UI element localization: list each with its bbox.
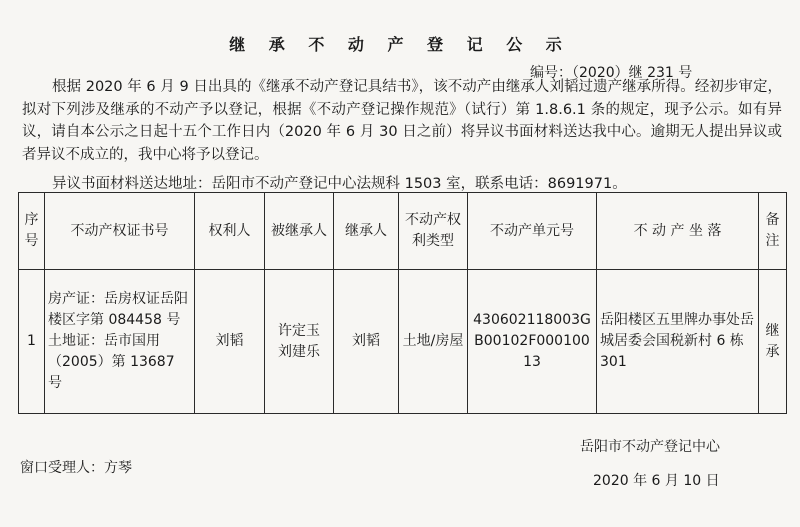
header-unit-number: 不动产单元号 xyxy=(468,193,597,270)
header-heir: 继承人 xyxy=(334,193,399,270)
window-clerk: 窗口受理人：方琴 xyxy=(20,460,132,476)
decedent-name: 许定玉 xyxy=(278,322,320,339)
issue-date: 2020 年 6 月 10 日 xyxy=(593,473,720,489)
objection-address: 异议书面材料送达地址：岳阳市不动产登记中心法规科 1503 室，联系电话：8691971。 xyxy=(52,176,627,192)
header-certificate: 不动产权证书号 xyxy=(45,193,195,270)
notice-paragraph: 根据 2020 年 6 月 9 日出具的《继承不动产登记具结书》，该不动产由继承人刘韬过遗产继承所得。经初步审定，拟对下列涉及继承的不动产予以登记，根据《不动产登记操作规范》（试行）第 1.8.6.1 条的规定，现予公示。如有异议，请自本公示之日起十五个工作日内（2020 年 6 月 30 日之前）将异议书面材料送达我中心。逾期无人提出异议或者异议不成立的，我中心将予以登记。 xyxy=(22,79,782,163)
property-table xyxy=(18,192,787,414)
cell-index: 1 xyxy=(19,270,45,414)
issuing-organization: 岳阳市不动产登记中心 xyxy=(580,439,720,455)
header-location: 不 动 产 坐 落 xyxy=(597,193,759,270)
cell-decedent xyxy=(265,270,334,414)
cell-certificate xyxy=(45,270,195,414)
cell-unit-number: 430602118003GB00102F00010013 xyxy=(468,270,597,414)
cell-remark: 继承 xyxy=(759,270,787,414)
header-owner: 权利人 xyxy=(195,193,265,270)
header-right-type: 不动产权利类型 xyxy=(399,193,468,270)
decedent-name: 刘建乐 xyxy=(278,343,320,360)
cell-right-type: 土地/房屋 xyxy=(399,270,468,414)
house-certificate: 房产证：岳房权证岳阳楼区字第 084458 号 xyxy=(48,291,188,328)
cell-location: 岳阳楼区五里牌办事处岳城居委会国税新村 6 栋 301 xyxy=(597,270,759,414)
header-remark: 备注 xyxy=(759,193,787,270)
header-decedent: 被继承人 xyxy=(265,193,334,270)
notice-title: 继 承 不 动 产 登 记 公 示 xyxy=(229,35,571,54)
land-certificate: 土地证：岳市国用（2005）第 13687 号 xyxy=(48,333,175,391)
header-index: 序号 xyxy=(19,193,45,270)
table-header-row xyxy=(19,193,787,270)
table-row xyxy=(19,270,787,414)
cell-heir: 刘韬 xyxy=(334,270,399,414)
serial-number: 编号：（2020）继 231 号 xyxy=(530,65,693,81)
cell-owner: 刘韬 xyxy=(195,270,265,414)
